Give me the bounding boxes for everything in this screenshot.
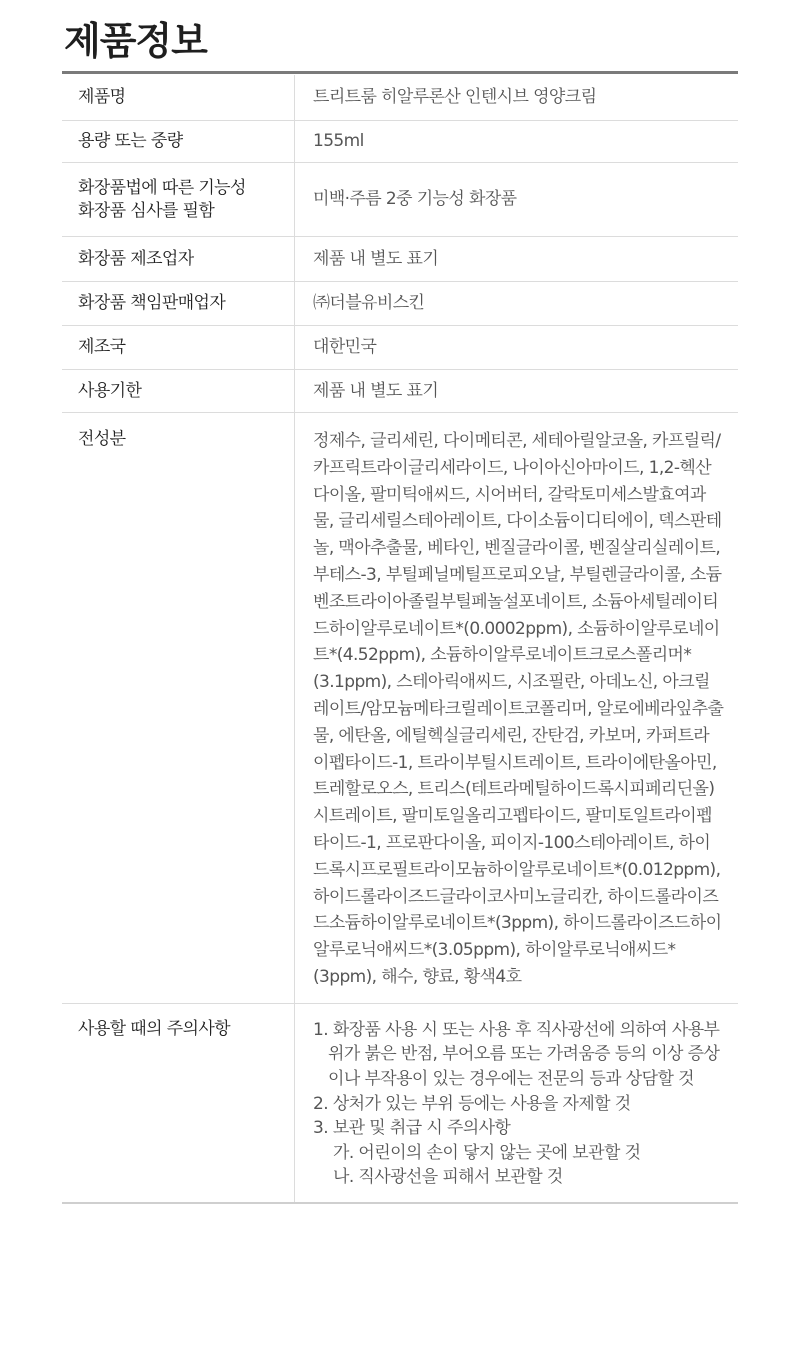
ingredients-label: 전성분 bbox=[62, 413, 295, 1004]
product-name-value: 트리트룸 히알루론산 인텐시브 영양크림 bbox=[295, 75, 739, 121]
row-functional-cosmetic bbox=[62, 163, 738, 237]
ingredients-value: 정제수, 글리세린, 다이메티콘, 세테아릴알코올, 카프릴릭/카프릭트라이글리세라이드, 나이아신아마이드, 1,2-헥산다이올, 팔미틱애씨드, 시어버터, 갈락토미세스발효여과물, 글리세릴스테아레이트, 다이소듐이디티에이, 덱스판테놀, 맥아추출물, 베타인, 벤질글라이콜, 벤질살리실레이트, 부테스-3, 부틸페닐메틸프로피오날, 부틸렌글라이콜, 소듐벤조트라이아졸릴부틸페놀설포네이트, 소듐아세틸레이티드하이알루로네이트*(0.0002ppm), 소듐하이알루로네이트*(4.52ppm), 소듐하이알루로네이트크로스폴리머*(3.1ppm), 스테아릭애씨드, 시조필란, 아데노신, 아크릴레이트/암모늄메타크릴레이트코폴리머, 알로에베라잎추출물, 에탄올, 에틸헥실글리세린, 잔탄검, 카보머, 카퍼트라이펩타이드-1, 트라이부틸시트레이트, 트라이에탄올아민, 트레할로오스, 트리스(테트라메틸하이드록시피페리딘올)시트레이트, 팔미토일올리고펩타이드, 팔미토일트라이펩타이드-1, 프로판다이올, 피이지-100스테아레이트, 하이드록시프로필트라이모늄하이알루로네이트*(0.012ppm), 하이드롤라이즈드글라이코사미노글리칸, 하이드롤라이즈드소듐하이알루로네이트*(3ppm), 하이드롤라이즈드하이알루로닉애씨드*(3.05ppm), 하이알루로닉애씨드*(3ppm), 해수, 향료, 황색4호 bbox=[295, 413, 739, 1004]
manufacturer-value: 제품 내 별도 표기 bbox=[295, 237, 739, 282]
expiry-value: 제품 내 별도 표기 bbox=[295, 370, 739, 413]
title-divider bbox=[62, 71, 738, 74]
distributor-value: ㈜더블유비스킨 bbox=[295, 282, 739, 326]
caution-subitem-a: 가. 어린이의 손이 닿지 않는 곳에 보관할 것 bbox=[333, 1142, 641, 1163]
functional-cosmetic-label bbox=[62, 163, 295, 237]
caution-item-2: 2. 상처가 있는 부위 등에는 사용을 자제할 것 bbox=[313, 1093, 631, 1114]
expiry-label: 사용기한 bbox=[62, 370, 295, 413]
product-info-table bbox=[62, 75, 738, 1204]
product-name-label: 제품명 bbox=[62, 75, 295, 121]
row-cautions bbox=[62, 1003, 738, 1203]
caution-item-1: 1. 화장품 사용 시 또는 사용 후 직사광선에 의하여 사용부위가 붉은 반점, 부어오름 또는 가려움증 등의 이상 증상이나 부작용이 있는 경우에는 전문의 등과 상담할 것 bbox=[313, 1019, 720, 1089]
caution-subitem-b: 나. 직사광선을 피해서 보관할 것 bbox=[333, 1167, 563, 1188]
row-country bbox=[62, 326, 738, 370]
distributor-label: 화장품 책임판매업자 bbox=[62, 282, 295, 326]
page-title: 제품정보 bbox=[64, 19, 207, 63]
cautions-label: 사용할 때의 주의사항 bbox=[62, 1003, 295, 1203]
row-ingredients bbox=[62, 413, 738, 1004]
country-value: 대한민국 bbox=[295, 326, 739, 370]
functional-cosmetic-value: 미백·주름 2중 기능성 화장품 bbox=[295, 163, 739, 237]
country-label: 제조국 bbox=[62, 326, 295, 370]
manufacturer-label: 화장품 제조업자 bbox=[62, 237, 295, 282]
volume-value: 155ml bbox=[295, 121, 739, 163]
row-product-name bbox=[62, 75, 738, 121]
volume-label: 용량 또는 중량 bbox=[62, 121, 295, 163]
functional-cosmetic-label-line2: 화장품 심사를 필함 bbox=[78, 200, 215, 221]
caution-item-3: 3. 보관 및 취급 시 주의사항 bbox=[313, 1118, 511, 1139]
row-volume bbox=[62, 121, 738, 163]
row-distributor bbox=[62, 282, 738, 326]
cautions-value bbox=[295, 1003, 739, 1203]
row-expiry bbox=[62, 370, 738, 413]
row-manufacturer bbox=[62, 237, 738, 282]
functional-cosmetic-label-line1: 화장품법에 따른 기능성 bbox=[78, 177, 246, 198]
